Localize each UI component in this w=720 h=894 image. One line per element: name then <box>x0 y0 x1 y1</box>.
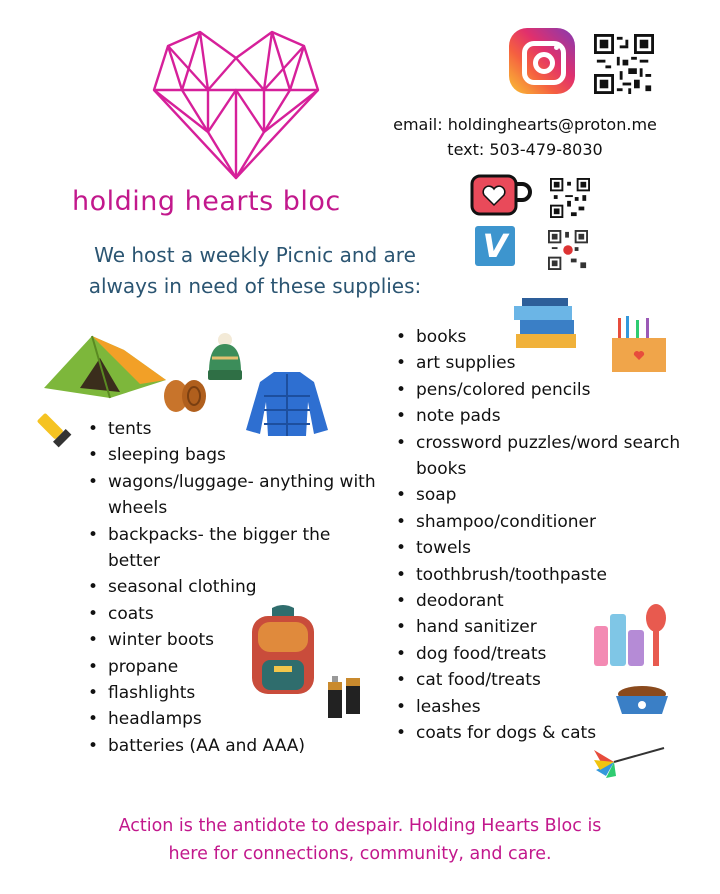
list-item: • towels <box>394 535 694 561</box>
sleeping-bag-icon <box>160 378 210 414</box>
list-item: • leashes <box>394 694 694 720</box>
list-item: • soap <box>394 482 694 508</box>
contact-info <box>360 112 690 162</box>
venmo-icon[interactable]: V <box>475 226 515 266</box>
geometric-heart-icon <box>148 28 324 180</box>
list-item: • wagons/luggage- anything with wheels <box>86 469 376 522</box>
list-item: • coats <box>86 601 376 627</box>
list-item: • sleeping bags <box>86 442 376 468</box>
intro-text <box>50 240 460 302</box>
list-item: • batteries (AA and AAA) <box>86 733 376 759</box>
list-item: • books <box>394 324 694 350</box>
beanie-icon <box>206 332 244 382</box>
list-item: • toothbrush/toothpaste <box>394 562 694 588</box>
footer-line-2: here for connections, community, and care. <box>168 844 552 864</box>
list-item: • winter boots <box>86 627 376 653</box>
list-item: • crossword puzzles/word search books <box>394 430 694 483</box>
venmo-qr-code[interactable] <box>548 230 588 270</box>
list-item: • art supplies <box>394 350 694 376</box>
list-item: • pens/colored pencils <box>394 377 694 403</box>
email-text[interactable]: email: holdinghearts@proton.me <box>393 115 657 134</box>
list-item: • dog food/treats <box>394 641 694 667</box>
supplies-list-left <box>86 416 376 759</box>
list-item: • headlamps <box>86 706 376 732</box>
instagram-icon[interactable] <box>509 28 575 94</box>
list-item: • flashlights <box>86 680 376 706</box>
list-item: • propane <box>86 654 376 680</box>
intro-line-1: We host a weekly Picnic and are <box>94 243 416 267</box>
list-item: • hand sanitizer <box>394 614 694 640</box>
kofi-qr-code[interactable] <box>550 178 590 218</box>
list-item: • seasonal clothing <box>86 574 376 600</box>
list-item: • deodorant <box>394 588 694 614</box>
tent-icon <box>40 330 170 400</box>
list-item: • coats for dogs & cats <box>394 720 694 746</box>
footer-line-1: Action is the antidote to despair. Holding Hearts Bloc is <box>118 816 602 836</box>
intro-line-2: always in need of these supplies: <box>88 274 422 298</box>
kofi-cup-icon[interactable] <box>470 174 532 216</box>
flashlight-icon <box>34 408 72 450</box>
list-item: • note pads <box>394 403 694 429</box>
brand-name: holding hearts bloc <box>72 186 341 217</box>
list-item: • backpacks- the bigger the better <box>86 522 376 575</box>
list-item: • tents <box>86 416 376 442</box>
instagram-qr-code[interactable] <box>594 34 654 94</box>
list-item: • cat food/treats <box>394 667 694 693</box>
list-item: • shampoo/conditioner <box>394 509 694 535</box>
supplies-list-right <box>394 324 694 747</box>
footer-tagline <box>60 812 660 868</box>
phone-text[interactable]: text: 503-479-8030 <box>447 140 603 159</box>
